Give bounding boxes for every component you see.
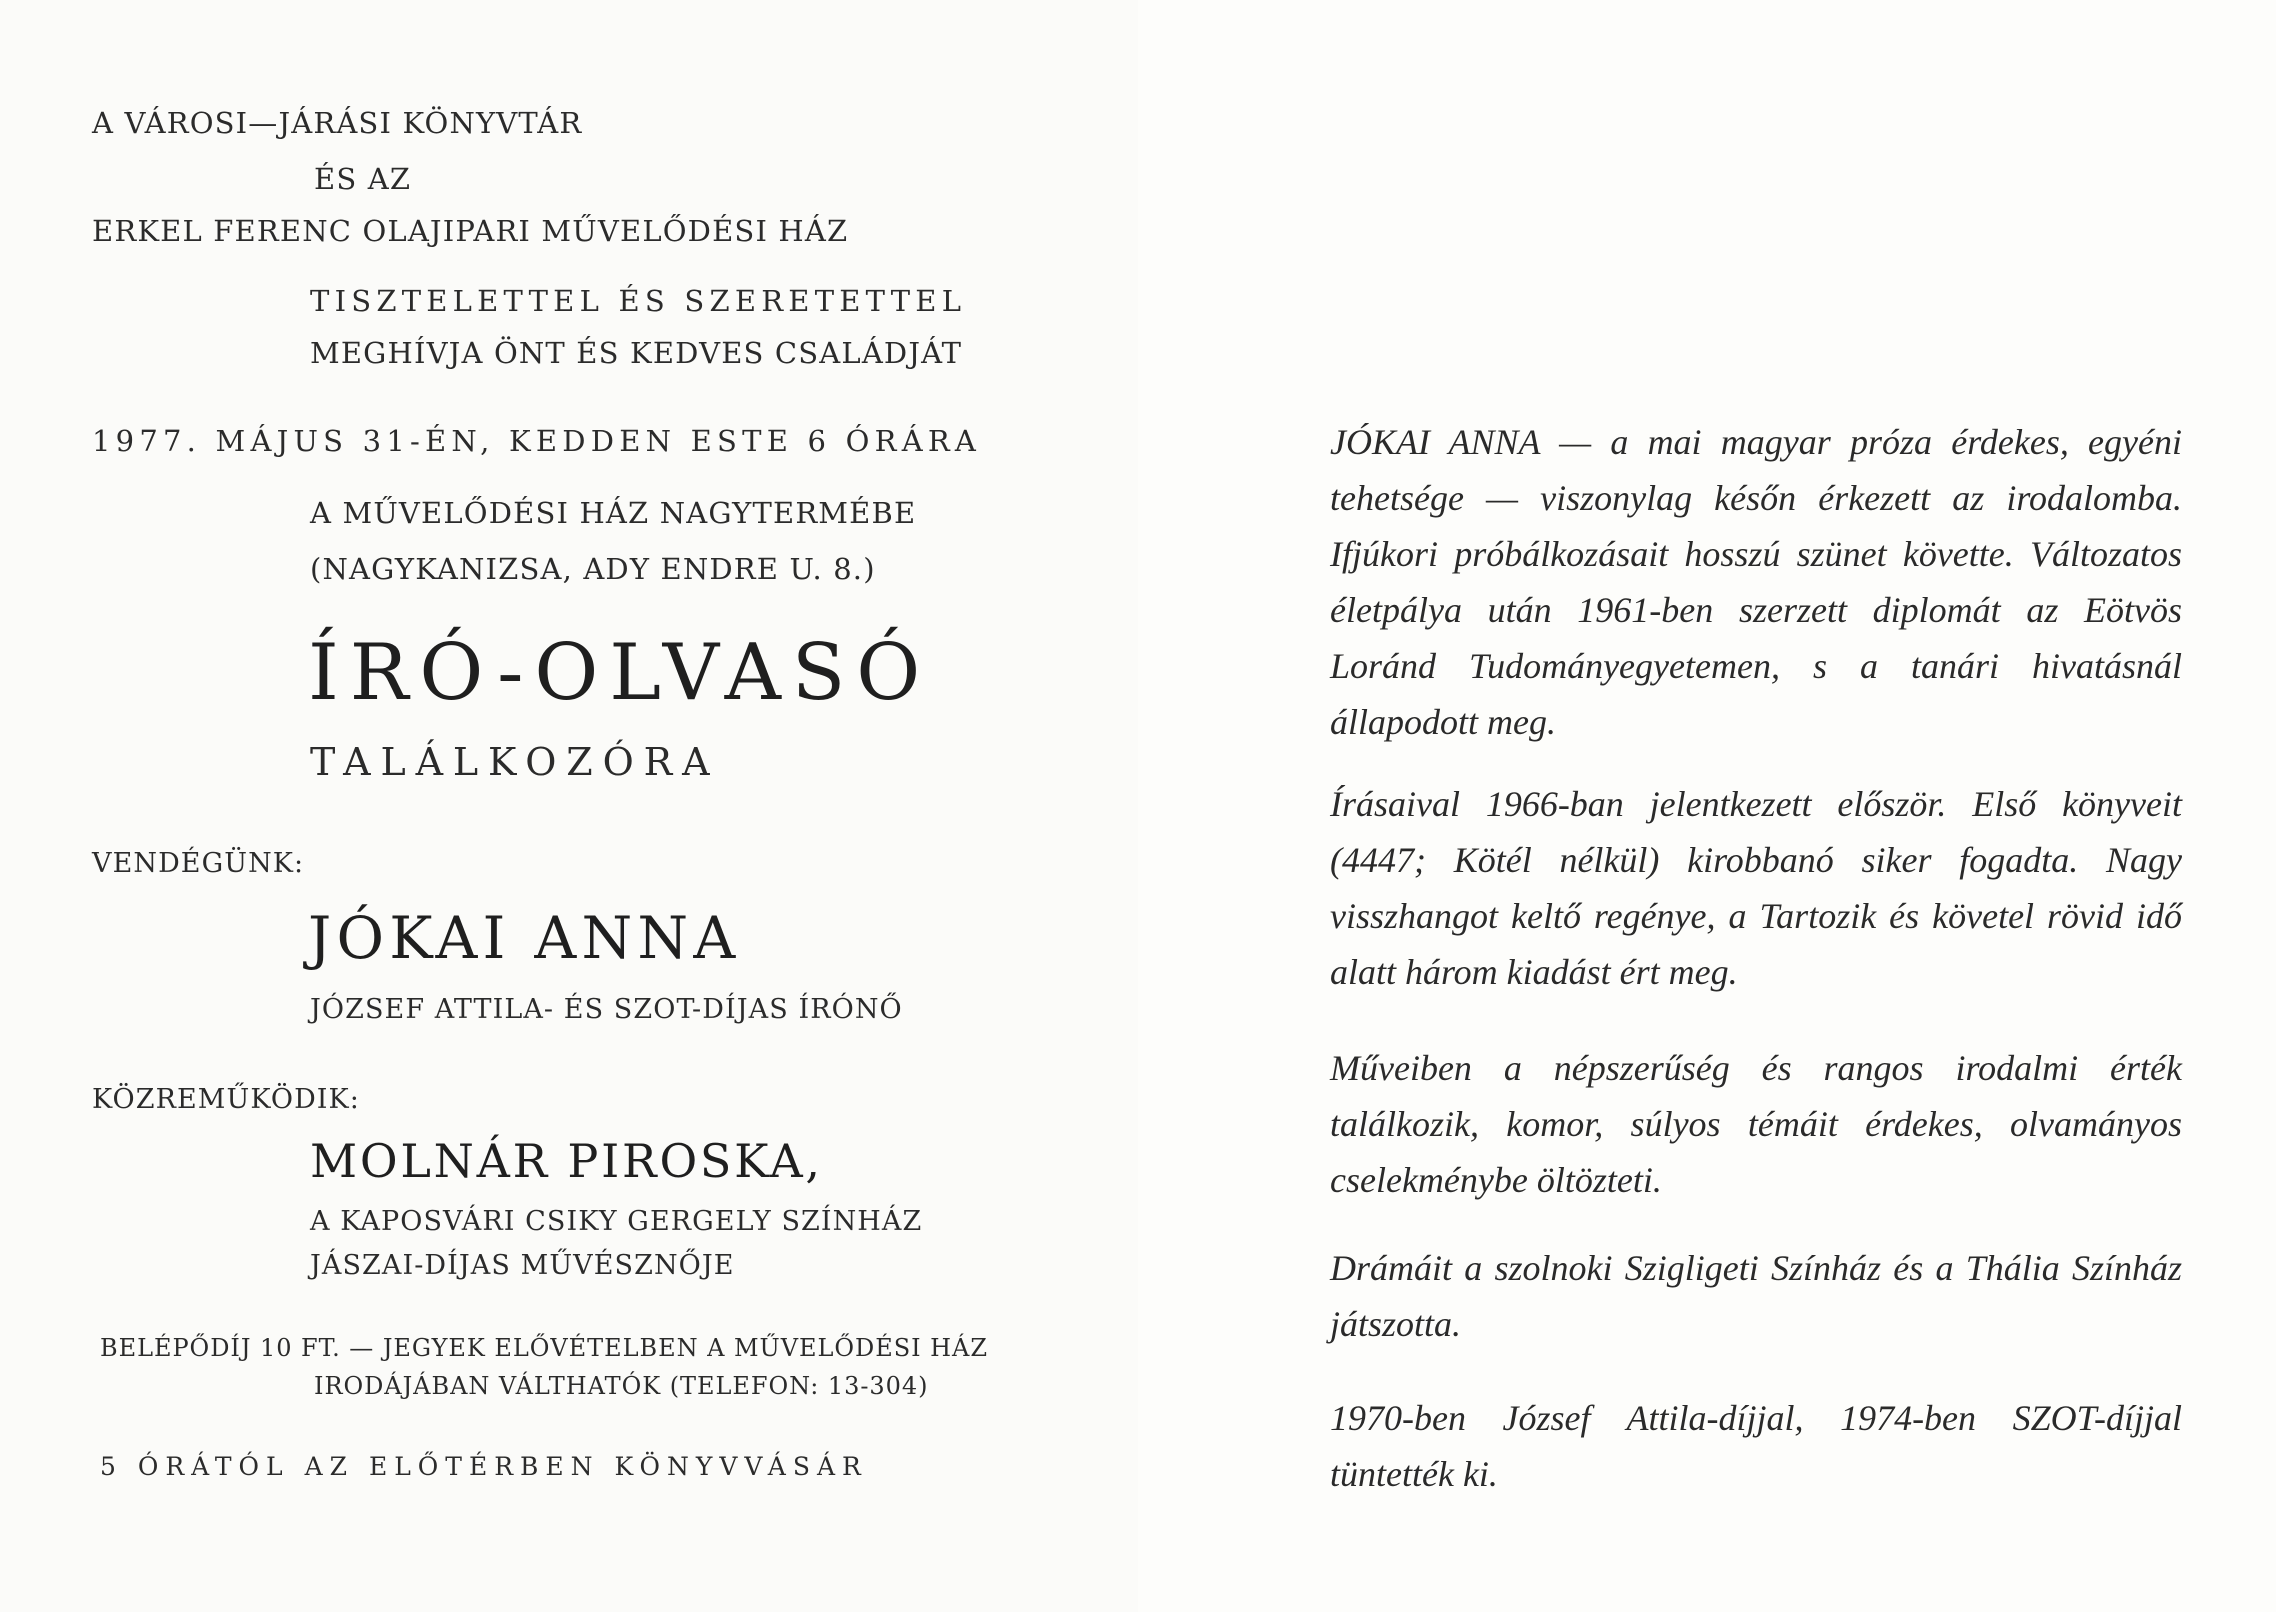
venue-hall: A MŰVELŐDÉSI HÁZ NAGYTERMÉBE (310, 496, 917, 530)
guest-label: VENDÉGÜNK: (92, 848, 305, 879)
organizer-and: ÉS AZ (314, 162, 412, 196)
guest-name: JÓKAI ANNA (308, 904, 741, 972)
book-fair-note: 5 ÓRÁTÓL AZ ELŐTÉRBEN KÖNYVVÁSÁR (100, 1452, 868, 1481)
performer-theater: A KAPOSVÁRI CSIKY GERGELY SZÍNHÁZ (310, 1206, 923, 1237)
bio-works-paragraph: Írásaival 1966-ban jelentkezett először. Első könyveit (4447; Kötél nélkül) kirobbanó siker fogadta. Nagy visszhangot keltő regénye, a Tartozik és követel rövid idő alatt három kiadást ért meg. (1330, 784, 2182, 992)
performer-award: JÁSZAI-DÍJAS MŰVÉSZNŐJE (310, 1250, 735, 1281)
bio-awards-paragraph: 1970-ben József Attila-díjjal, 1974-ben SZOT-díjjal tüntették ki. (1330, 1398, 2182, 1494)
bio-drama-paragraph: Drámáit a szolnoki Szigligeti Színház és a Thália Színház játszotta. (1330, 1248, 2182, 1344)
performer-label: KÖZREMŰKÖDIK: (92, 1084, 360, 1115)
ticket-info: BELÉPŐDÍJ 10 FT. — JEGYEK ELŐVÉTELBEN A MŰVELŐDÉSI HÁZ (100, 1334, 988, 1362)
bio-style-paragraph: Műveiben a népszerűség és rangos irodalmi érték találkozik, komor, súlyos témáit érdekes, olvamányos cselekménybe öltözteti. (1330, 1048, 2182, 1200)
performer-name: MOLNÁR PIROSKA, (310, 1134, 823, 1188)
invitation-line: MEGHÍVJA ÖNT ÉS KEDVES CSALÁDJÁT (310, 336, 963, 370)
event-date: 1977. MÁJUS 31-ÉN, KEDDEN ESTE 6 ÓRÁRA (92, 424, 982, 458)
event-subtitle: TALÁLKOZÓRA (310, 740, 720, 784)
event-title: ÍRÓ-OLVASÓ (308, 628, 932, 718)
venue-address: (NAGYKANIZSA, ADY ENDRE U. 8.) (310, 552, 876, 586)
guest-description: JÓZSEF ATTILA- ÉS SZOT-DÍJAS ÍRÓNŐ (310, 994, 903, 1025)
ticket-info-phone: IRODÁJÁBAN VÁLTHATÓK (TELEFON: 13-304) (314, 1372, 929, 1400)
organizer-cultural-house: ERKEL FERENC OLAJIPARI MŰVELŐDÉSI HÁZ (92, 214, 849, 248)
organizer-library: A VÁROSI—JÁRÁSI KÖNYVTÁR (92, 106, 583, 140)
bio-intro-paragraph: JÓKAI ANNA — a mai magyar próza érdekes, egyéni tehetsége — viszonylag későn érkezett az irodalomba. Ifjúkori próbálkozásait hosszú szünet követte. Változatos életpálya után 1961-ben szerzett diplomát az Eötvös Loránd Tudományegyetemen, s a tanári hivatásnál állapodott meg. (1330, 422, 2182, 742)
greeting-line: TISZTELETTEL ÉS SZERETETTEL (310, 284, 967, 318)
